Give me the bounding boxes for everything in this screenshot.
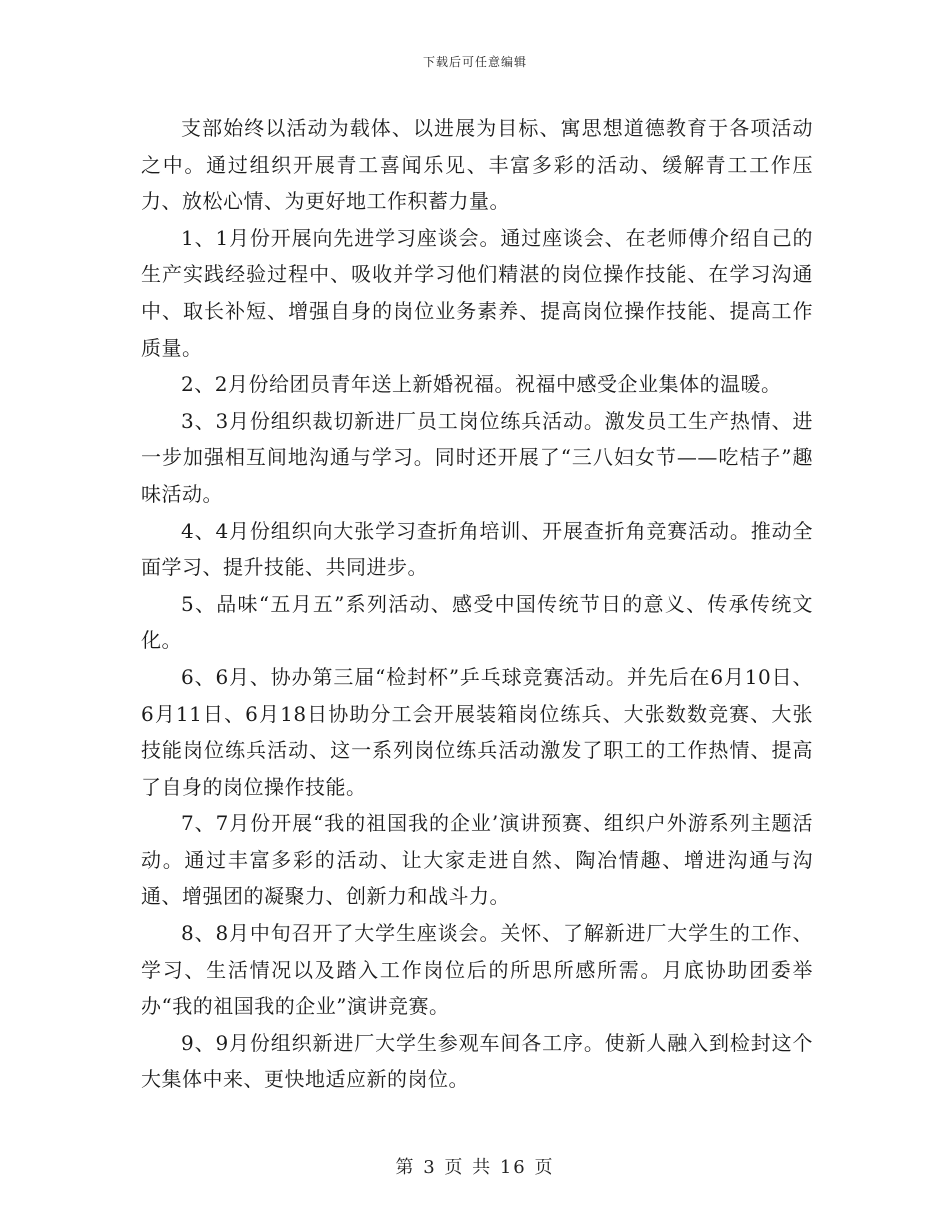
page-header: 下载后可任意编辑	[422, 55, 527, 69]
paragraph-february: 2、2月份给团员青年送上新婚祝福。祝福中感受企业集体的温暖。	[181, 372, 782, 397]
paragraph-may: 5、品味“五月五”系列活动、感受中国传统节日的意义、传承传统文化。	[141, 591, 813, 653]
paragraph-intro: 支部始终以活动为载体、以进展为目标、寓思想道德教育于各项活动之中。通过组织开展青工喜闻乐见、丰富多彩的活动、缓解青工工作压力、放松心情、为更好地工作积蓄力量。	[141, 116, 813, 214]
paragraph-september: 9、9月份组织新进厂大学生参观车间各工序。使新人融入到检封这个大集体中来、更快地适应新的岗位。	[141, 1030, 813, 1092]
document-body	[141, 110, 813, 1098]
paragraph-august: 8、8月中旬召开了大学生座谈会。关怀、了解新进厂大学生的工作、学习、生活情况以及踏入工作岗位后的所思所感所需。月底协助团委举办“我的祖国我的企业”演讲竞赛。	[141, 921, 813, 1019]
paragraph-june: 6、6月、协办第三届“检封杯”乒乓球竞赛活动。并先后在6月10日、6月11日、6月18日协助分工会开展装箱岗位练兵、大张数数竞赛、大张技能岗位练兵活动、这一系列岗位练兵活动激发了职工的工作热情、提高了自身的岗位操作技能。	[141, 664, 813, 799]
paragraph-july: 7、7月份开展“我的祖国我的企业’演讲预赛、组织户外游系列主题活动。通过丰富多彩的活动、让大家走进自然、陶冶情趣、增进沟通与沟通、增强团的凝聚力、创新力和战斗力。	[141, 811, 813, 909]
paragraph-january: 1、1月份开展向先进学习座谈会。通过座谈会、在老师傅介绍自己的生产实践经验过程中、吸收并学习他们精湛的岗位操作技能、在学习沟通中、取长补短、增强自身的岗位业务素养、提高岗位操作技能、提高工作质量。	[141, 225, 813, 360]
paragraph-march: 3、3月份组织裁切新进厂员工岗位练兵活动。激发员工生产热情、进一步加强相互间地沟通与学习。同时还开展了“三八妇女节——吃桔子”趣味活动。	[141, 408, 813, 506]
paragraph-april: 4、4月份组织向大张学习查折角培训、开展查折角竞赛活动。推动全面学习、提升技能、共同进步。	[141, 518, 813, 580]
page-footer: 第 3 页 共 16 页	[395, 1157, 555, 1178]
